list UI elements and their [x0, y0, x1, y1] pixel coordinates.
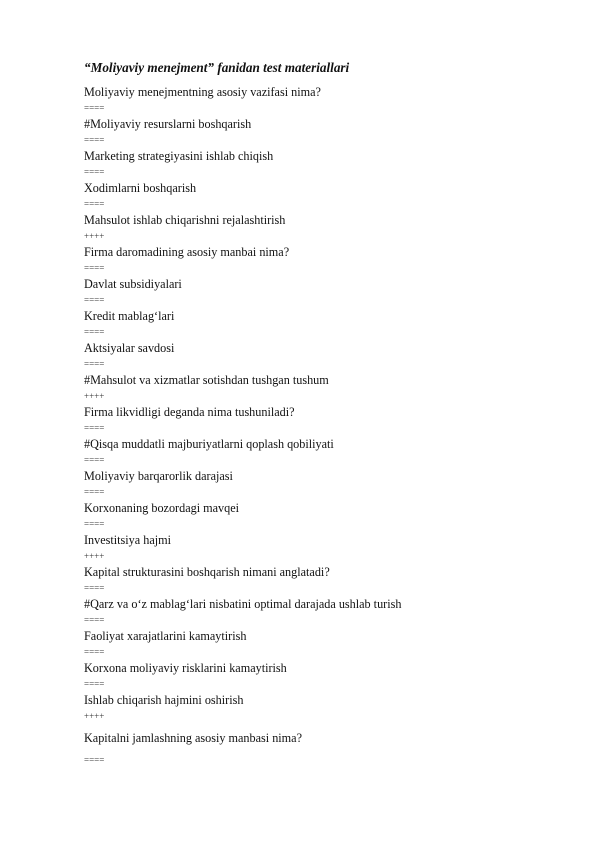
separator-line: ====: [84, 519, 105, 529]
question-or-answer-line: Aktsiyalar savdosi: [84, 341, 175, 355]
separator-line: ====: [84, 487, 105, 497]
question-or-answer-line: #Mahsulot va xizmatlar sotishdan tushgan tushum: [84, 373, 329, 387]
question-or-answer-line: Xodimlarni boshqarish: [84, 181, 197, 195]
question-or-answer-line: #Qarz va o‘z mablag‘lari nisbatini optimal darajada ushlab turish: [84, 597, 402, 611]
document-title: “Moliyaviy menejment” fanidan test materiallari: [84, 60, 350, 75]
question-or-answer-line: Investitsiya hajmi: [84, 533, 171, 547]
question-or-answer-line: Marketing strategiyasini ishlab chiqish: [84, 149, 274, 163]
question-or-answer-line: Korxona moliyaviy risklarini kamaytirish: [84, 661, 287, 675]
question-or-answer-line: Faoliyat xarajatlarini kamaytirish: [84, 629, 247, 643]
separator-line: ====: [84, 327, 105, 337]
separator-line: ====: [84, 455, 105, 465]
question-or-answer-line: Firma likvidligi deganda nima tushuniladi?: [84, 405, 295, 419]
question-or-answer-line: Davlat subsidiyalari: [84, 277, 182, 291]
separator-line: ====: [84, 423, 105, 433]
separator-line: ++++: [84, 711, 105, 721]
separator-line: ++++: [84, 551, 105, 561]
question-or-answer-line: Firma daromadining asosiy manbai nima?: [84, 245, 290, 259]
question-or-answer-line: Kapitalni jamlashning asosiy manbasi nima?: [84, 731, 302, 745]
separator-line: ====: [84, 583, 105, 593]
question-or-answer-line: Moliyaviy barqarorlik darajasi: [84, 469, 233, 483]
question-or-answer-line: Mahsulot ishlab chiqarishni rejalashtirish: [84, 213, 286, 227]
separator-line: ====: [84, 647, 105, 657]
question-or-answer-line: #Moliyaviy resurslarni boshqarish: [84, 117, 252, 131]
question-or-answer-line: Ishlab chiqarish hajmini oshirish: [84, 693, 244, 707]
separator-line: ====: [84, 263, 105, 273]
question-or-answer-line: Kredit mablag‘lari: [84, 309, 175, 323]
separator-line: ====: [84, 679, 105, 689]
separator-line: ====: [84, 167, 105, 177]
separator-line: ====: [84, 199, 105, 209]
separator-line: ++++: [84, 231, 105, 241]
question-or-answer-line: Kapital strukturasini boshqarish nimani anglatadi?: [84, 565, 330, 579]
separator-line: ====: [84, 615, 105, 625]
question-or-answer-line: #Qisqa muddatli majburiyatlarni qoplash qobiliyati: [84, 437, 334, 451]
separator-line: ====: [84, 103, 105, 113]
separator-line: ====: [84, 755, 105, 765]
question-or-answer-line: Korxonaning bozordagi mavqei: [84, 501, 240, 515]
separator-line: ====: [84, 135, 105, 145]
separator-line: ====: [84, 295, 105, 305]
question-or-answer-line: Moliyaviy menejmentning asosiy vazifasi nima?: [84, 85, 321, 99]
separator-line: ====: [84, 359, 105, 369]
separator-line: ++++: [84, 391, 105, 401]
